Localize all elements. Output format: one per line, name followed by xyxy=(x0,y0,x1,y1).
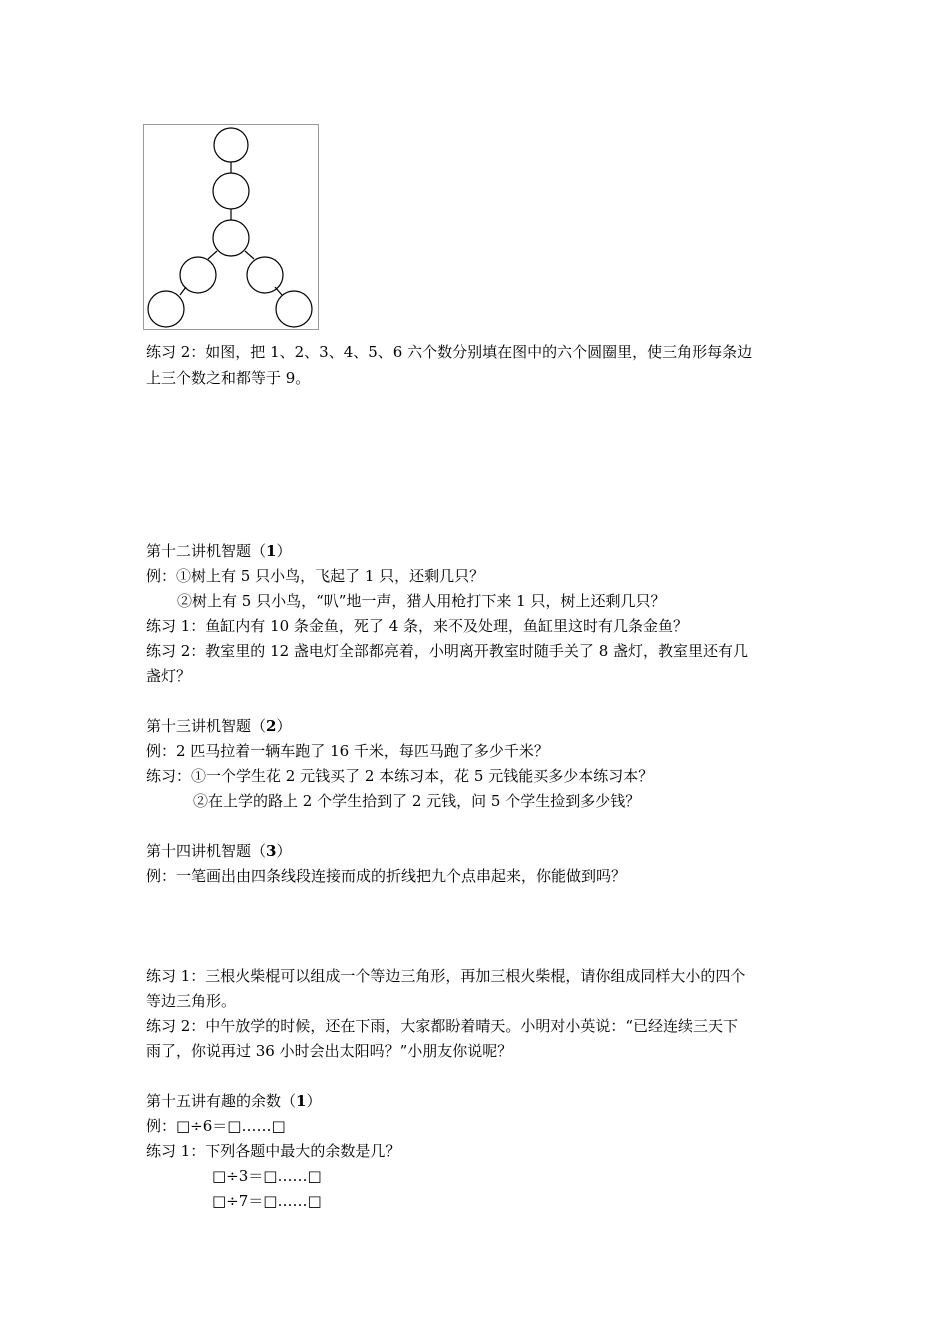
lecture12-title: 第十二讲机智题（1） xyxy=(146,542,292,560)
lecture14-title: 第十四讲机智题（3） xyxy=(146,842,292,860)
lecture14-practice1-line2: 等边三角形。 xyxy=(146,992,237,1010)
lecture15-title: 第十五讲有趣的余数（1） xyxy=(146,1092,322,1110)
connector-line xyxy=(275,287,282,295)
circle-top xyxy=(214,128,248,162)
lecture15-example: 例：□÷6＝□……□ xyxy=(146,1117,286,1135)
lecture14-example: 例：一笔画出由四条线段连接而成的折线把九个点串起来，你能做到吗？ xyxy=(146,867,627,885)
lecture13-practice2: ②在上学的路上 2 个学生拾到了 2 元钱，问 5 个学生捡到多少钱？ xyxy=(193,792,641,810)
lecture13-practice1: 练习：①一个学生花 2 元钱买了 2 本练习本，花 5 元钱能买多少本练习本？ xyxy=(146,767,654,785)
circle-center xyxy=(213,220,249,256)
lecture15-question1: □÷3＝□……□ xyxy=(212,1167,322,1185)
lecture13-example: 例：2 匹马拉着一辆车跑了 16 千米，每匹马跑了多少千米？ xyxy=(146,742,549,760)
lecture15-question2: □÷7＝□……□ xyxy=(212,1192,322,1210)
lecture14-practice2-line2: 雨了，你说再过 36 小时会出太阳吗？”小朋友你说呢？ xyxy=(146,1042,513,1060)
lecture14-practice2-line1: 练习 2：中午放学的时候，还在下雨，大家都盼着晴天。小明对小英说：“已经连续三天下 xyxy=(146,1017,738,1035)
circle-left-inner xyxy=(180,257,216,293)
lecture12-practice2-line1: 练习 2：教室里的 12 盏电灯全部都亮着，小明离开教室时随手关了 8 盏灯，教室里还有几 xyxy=(146,642,749,660)
connector-line xyxy=(245,251,254,259)
lecture12-practice1: 练习 1：鱼缸内有 10 条金鱼，死了 4 条，来不及处理，鱼缸里这时有几条金鱼？ xyxy=(146,617,689,635)
lecture12-practice2-line2: 盏灯？ xyxy=(146,667,192,685)
six-circles-figure xyxy=(143,124,319,330)
lecture13-title: 第十三讲机智题（2） xyxy=(146,717,292,735)
six-circles-diagram xyxy=(144,125,320,331)
connector-line xyxy=(208,251,217,259)
circle-upper-middle xyxy=(213,173,249,209)
circle-left-outer xyxy=(148,291,184,327)
lecture12-example1: 例：①树上有 5 只小鸟，飞起了 1 只，还剩几只？ xyxy=(146,567,485,585)
circle-right-outer xyxy=(276,291,312,327)
practice2-line1: 练习 2：如图，把 1、2、3、4、5、6 六个数分别填在图中的六个圆圈里，使三角形每条边 xyxy=(146,343,753,361)
lecture14-practice1-line1: 练习 1：三根火柴棍可以组成一个等边三角形，再加三根火柴棍，请你组成同样大小的四个 xyxy=(146,967,746,985)
practice2-line2: 上三个数之和都等于 9。 xyxy=(146,369,311,387)
lecture15-practice1: 练习 1：下列各题中最大的余数是几？ xyxy=(146,1142,401,1160)
lecture12-example2: ②树上有 5 只小鸟，“叭”地一声，猎人用枪打下来 1 只，树上还剩几只？ xyxy=(177,592,666,610)
circle-right-inner xyxy=(247,257,283,293)
